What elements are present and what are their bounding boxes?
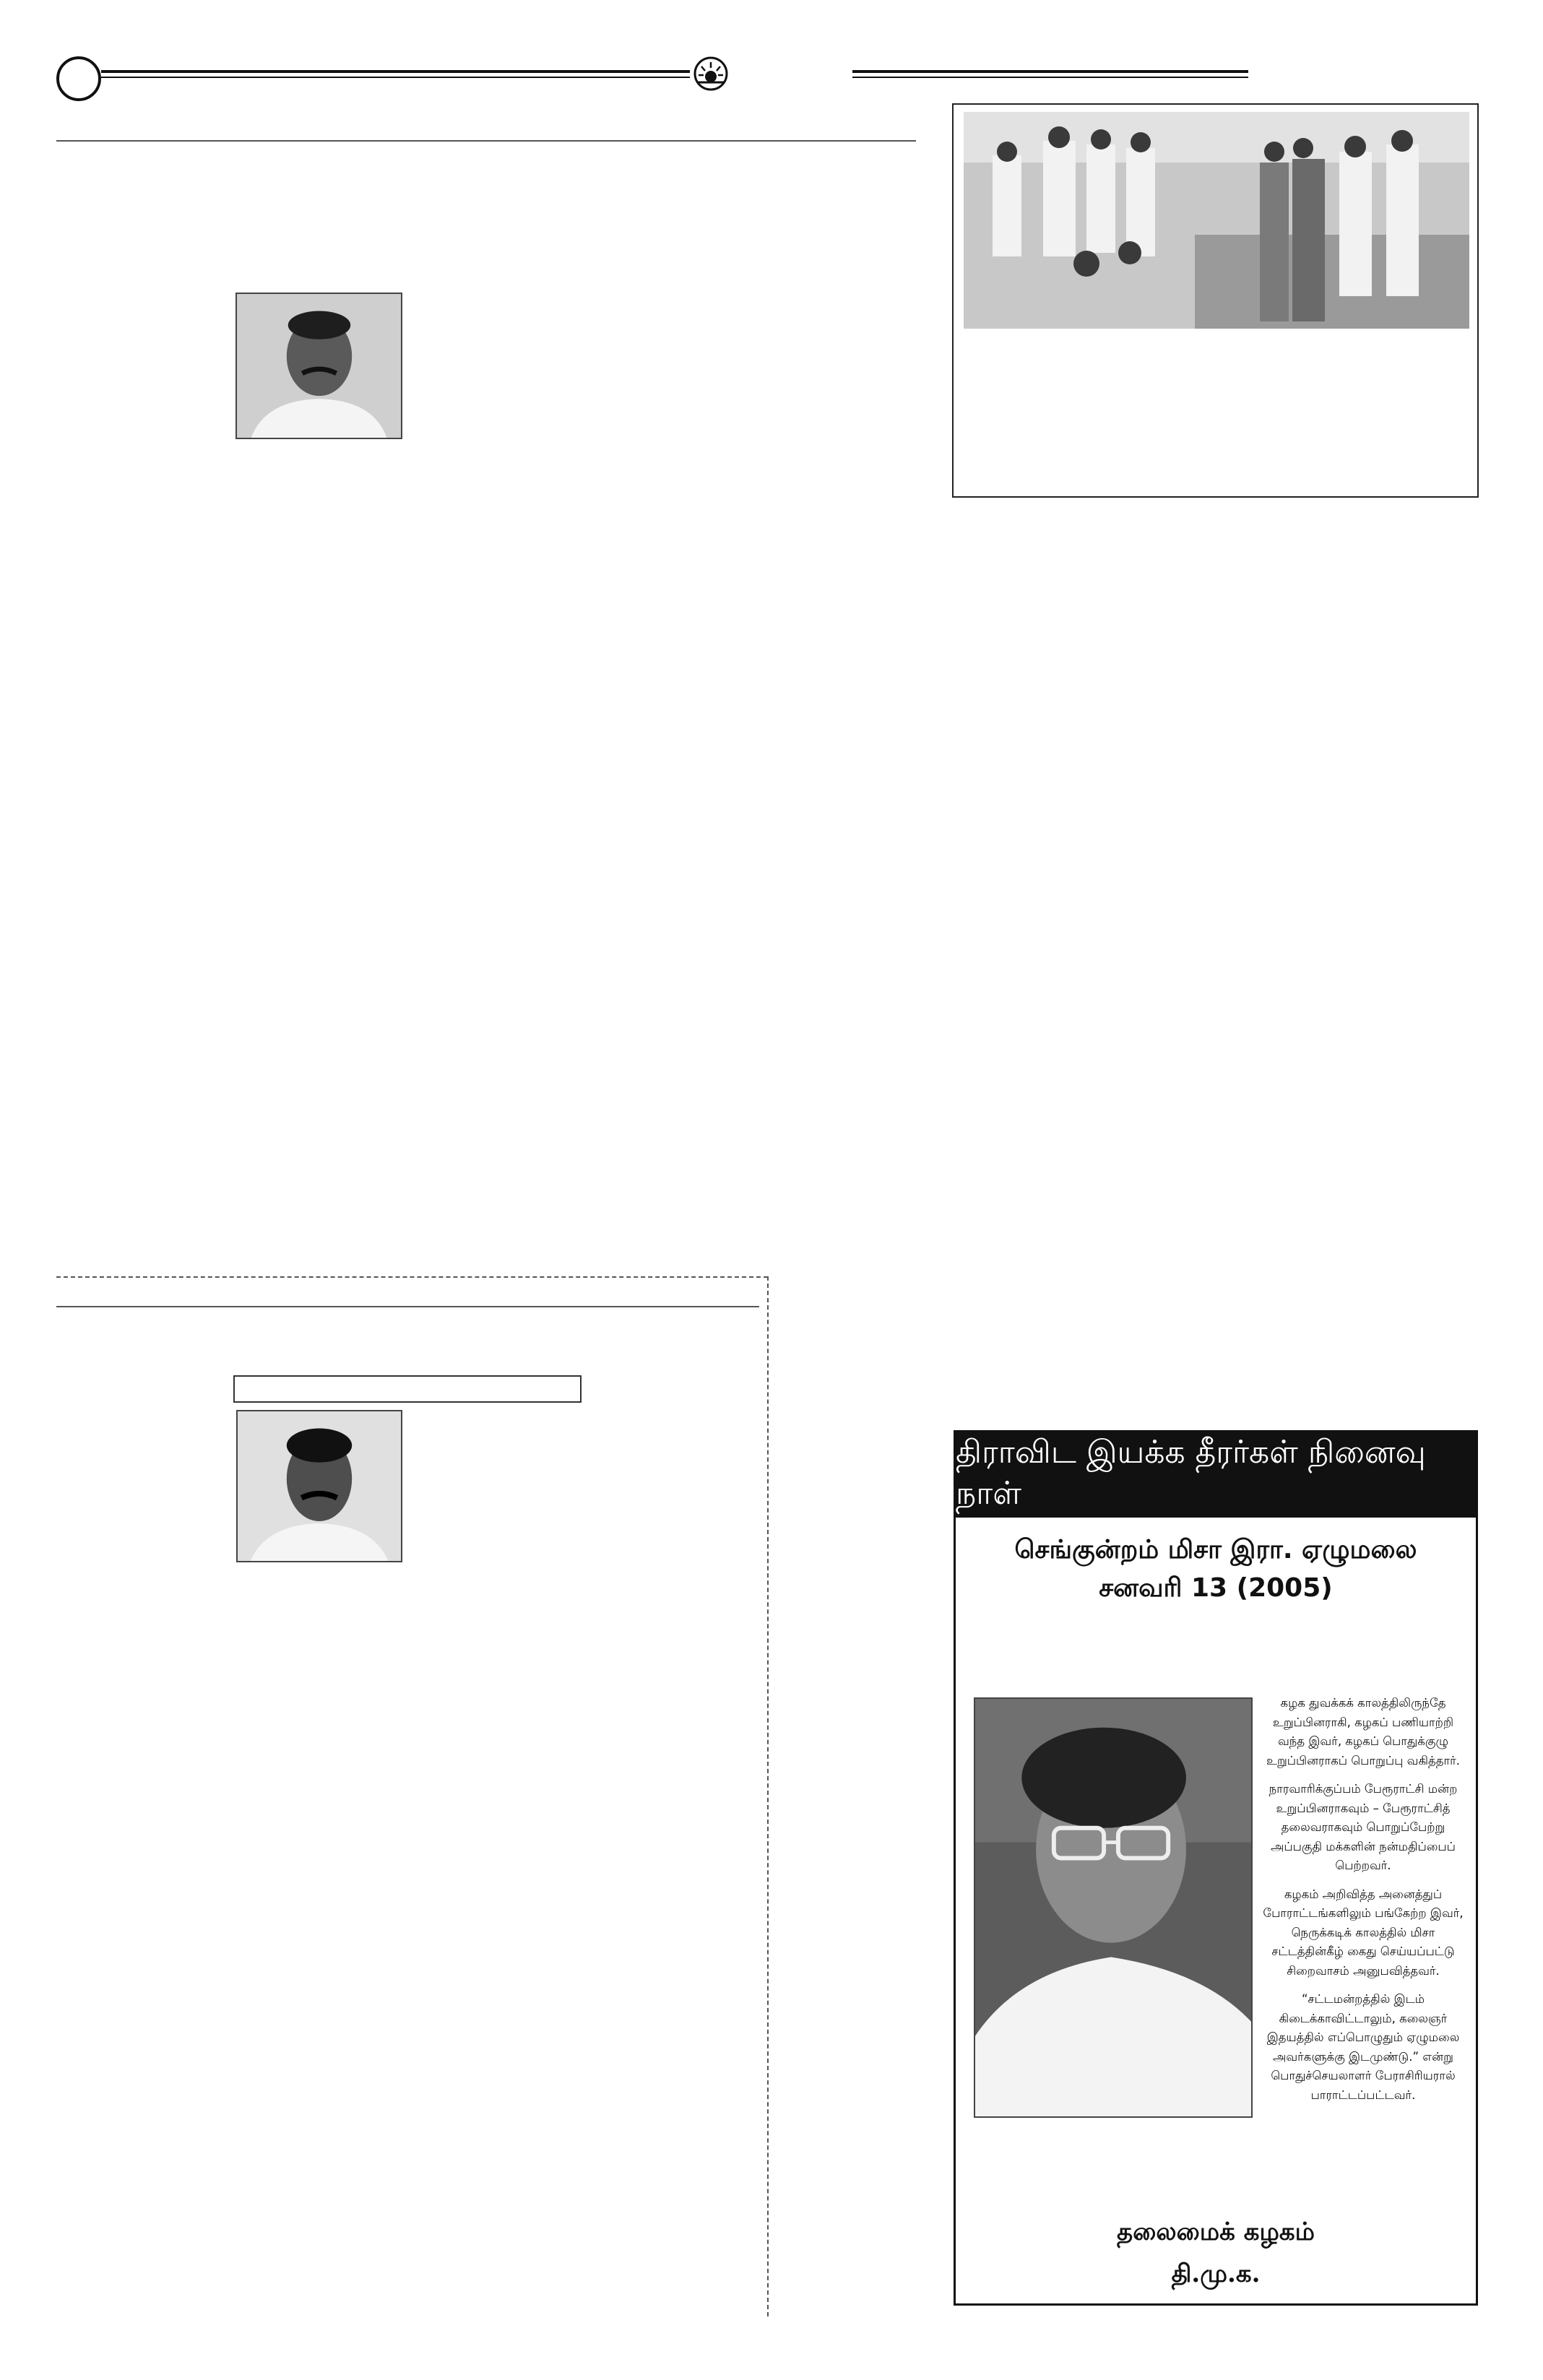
notice-paragraph: கழக துவக்கக் காலத்திலிருந்தே உறுப்பினராகி, கழகப் பணியாற்றி வந்த இவர், கழகப் பொதுக்குழு உறுப்பினராகப் பொறுப்பு வகித்தார். (1266, 1696, 1460, 1767)
notice-paragraph: நாரவாரிக்குப்பம் பேரூராட்சி மன்ற உறுப்பினராகவும் – பேரூராட்சித் தலைவராகவும் பொறுப்பேற்று அப்பகுதி மக்களின் நன்மதிப்பைப் பெற்றவர். (1268, 1782, 1458, 1872)
notice-body-text (1260, 1694, 1466, 2114)
header-rule-left (101, 70, 690, 73)
article-dotted-border-top (56, 1276, 768, 1278)
caption-label-box (233, 1375, 582, 1403)
notice-paragraph: கழகம் அறிவித்த அனைத்துப் போராட்டங்களிலும் பங்கேற்ற இவர், நெருக்கடிக் காலத்தில் மிசா சட்டத்தின்கீழ் கைது செய்யப்பட்டு சிறைவாசம் அனுபவித்தவர். (1263, 1887, 1464, 1978)
notice-footer-party: தி.மு.க. (1171, 2259, 1261, 2288)
notice-date: சனவரி 13 (2005) (1099, 1573, 1333, 1603)
page-number-circle (56, 56, 101, 101)
event-photo (964, 112, 1469, 329)
header-rule-right (852, 70, 1248, 73)
notice-paragraph: “சட்டமன்றத்தில் இடம் கிடைக்காவிட்டாலும், கலைஞர் இதயத்தில் எப்பொழுதும் ஏழுமலை அவர்களுக்கு இடமுண்டு.” என்று பொதுச்செயலாளர் பேராசிரியரால் பாராட்டப்பட்டவர். (1266, 1992, 1460, 2102)
portrait-photo-1 (235, 293, 402, 439)
section-rule-top (56, 140, 916, 142)
section-rule-bottom (56, 1306, 759, 1307)
header-rule-left-thin (101, 77, 690, 78)
notice-person-name: செங்குன்றம் மிசா இரா. ஏழுமலை (1014, 1535, 1417, 1565)
memorial-portrait (974, 1697, 1253, 2118)
notice-footer-headquarters: தலைமைக் கழகம் (1117, 2217, 1315, 2246)
header-rule-right-thin (852, 77, 1248, 78)
notice-heading: திராவிட இயக்க தீரர்கள் நினைவு நாள் (956, 1432, 1476, 1518)
rising-sun-emblem-icon (692, 55, 730, 92)
article-dotted-border-right (767, 1276, 769, 2316)
portrait-photo-2 (236, 1410, 402, 1562)
